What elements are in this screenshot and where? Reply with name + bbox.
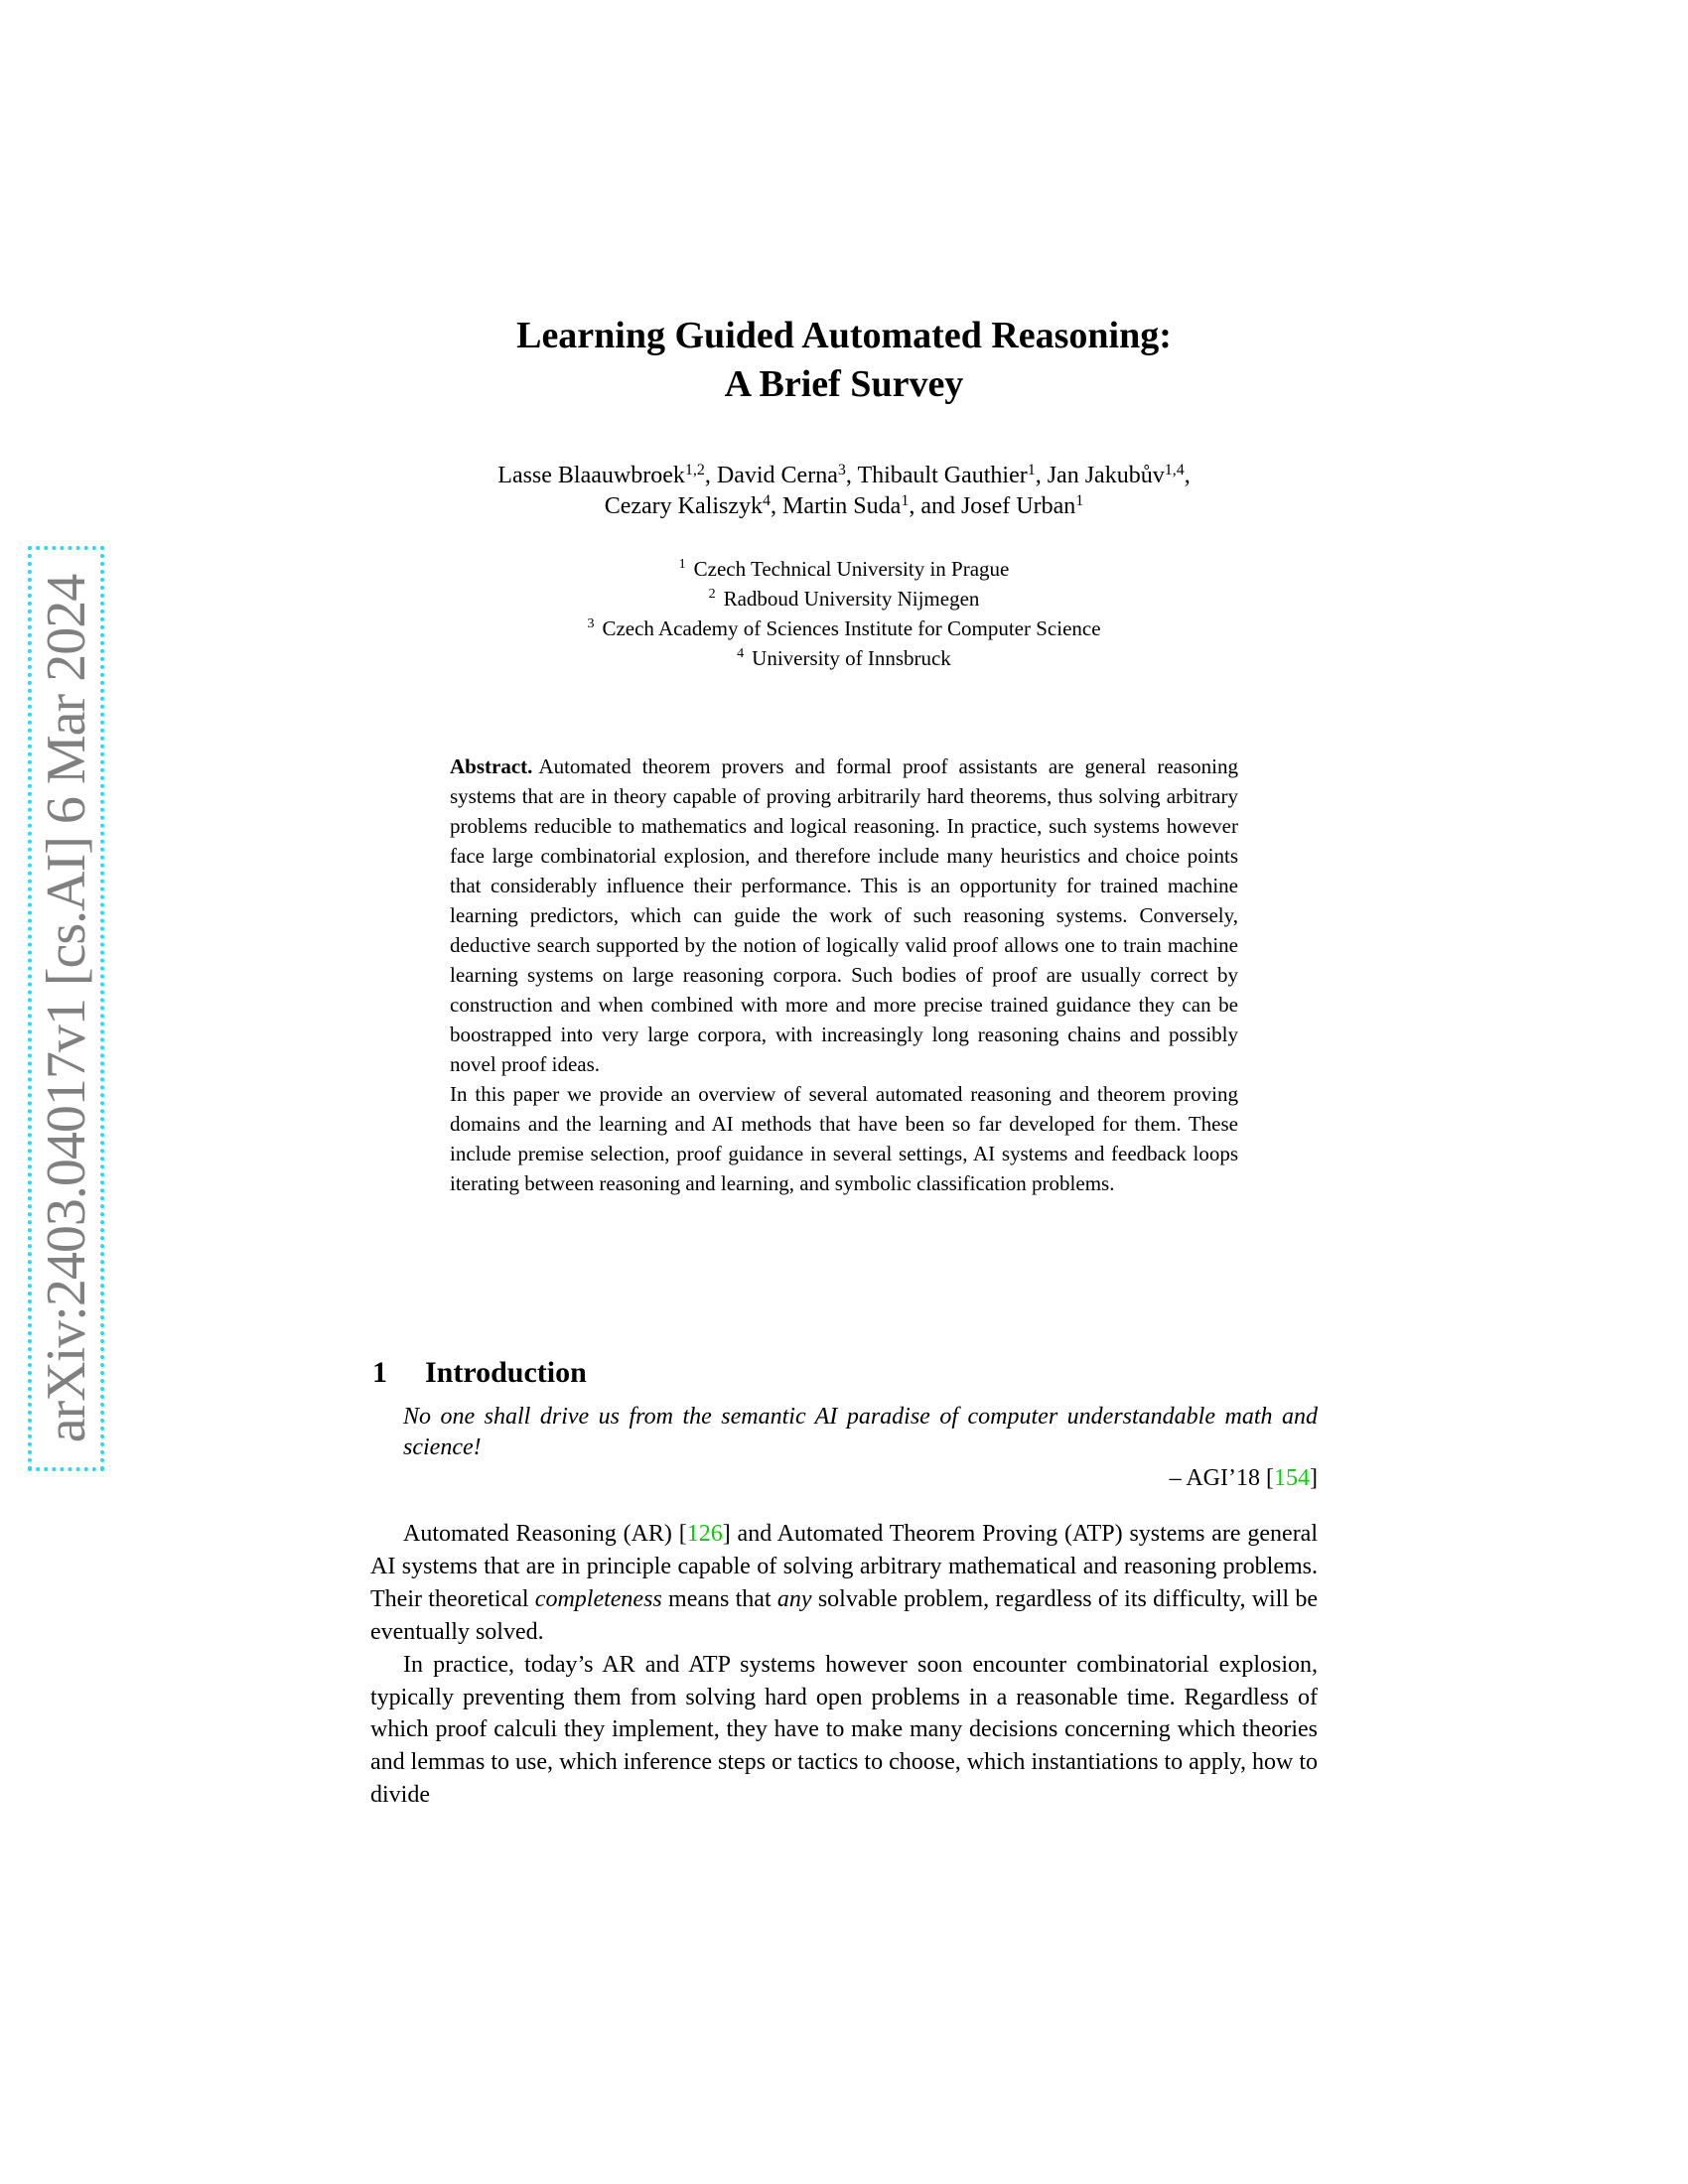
- author-affiliation-marker: 4: [762, 492, 771, 509]
- affiliation-name: University of Innsbruck: [752, 646, 951, 670]
- section-title: Introduction: [425, 1356, 587, 1389]
- affiliation-item: [0, 584, 1688, 614]
- emphasis-completeness: completeness: [534, 1585, 662, 1612]
- affiliation-name: Radboud University Nijmegen: [723, 587, 980, 611]
- arxiv-identifier-text: arXiv:2403.04017v1 [cs.AI] 6 Mar 2024: [35, 574, 97, 1443]
- affiliation-number: 2: [708, 587, 716, 602]
- author-affiliation-marker: 1,2: [684, 462, 705, 478]
- body-paragraph-1: [370, 1518, 1318, 1649]
- body-text-segment: means that: [661, 1585, 777, 1612]
- arxiv-identifier-stamp: [28, 546, 104, 1471]
- author-list: [0, 461, 1688, 522]
- author-name: Josef Urban: [960, 493, 1076, 519]
- emphasis-any: any: [776, 1585, 812, 1612]
- affiliation-number: 3: [587, 616, 595, 631]
- introduction-body: [370, 1518, 1318, 1812]
- author-separator: ,: [845, 463, 858, 488]
- abstract-label: Abstract.: [450, 754, 533, 778]
- body-text-segment: solvable problem, regardless of its difficulty, will be eventually solved.: [370, 1585, 1318, 1645]
- title-line-2: A Brief Survey: [724, 363, 964, 405]
- author-name: Cezary Kaliszyk: [604, 493, 763, 519]
- paper-title: [0, 312, 1688, 409]
- affiliation-list: [0, 554, 1688, 673]
- affiliation-number: 1: [678, 557, 686, 572]
- bracket-close: ]: [1310, 1465, 1318, 1491]
- affiliation-item: [0, 554, 1688, 584]
- affiliation-item: [0, 643, 1688, 673]
- author-name: Thibault Gauthier: [857, 463, 1028, 488]
- affiliation-name: Czech Academy of Sciences Institute for Computer Science: [602, 616, 1101, 640]
- author-affiliation-marker: 1,4: [1164, 462, 1185, 478]
- epigraph-quote: No one shall drive us from the semantic AI paradise of computer understandable math and science!: [403, 1404, 1318, 1460]
- author-name: Lasse Blaauwbroek: [497, 463, 685, 488]
- author-separator: , and: [909, 493, 961, 519]
- abstract: [450, 751, 1238, 1198]
- body-paragraph-2: In practice, today’s AR and ATP systems however soon encounter combinatorial explosion, typically preventing them from solving hard open problems in a reasonable time. Regardless of which proof calculi they implement, they have to make many decisions concerning which theories and lemmas to use, which inference steps or tactics to choose, which instantiations to apply, how to divide: [370, 1651, 1318, 1809]
- epigraph-source-label: – AGI’18 [: [1169, 1465, 1274, 1491]
- author-affiliation-marker: 1: [901, 492, 910, 509]
- author-separator: ,: [704, 463, 717, 488]
- abstract-paragraph-2: In this paper we provide an overview of several automated reasoning and theorem proving domains and the learning and AI methods that have been so far developed for them. These include premise selection, proof guidance in several settings, AI systems and feedback loops iterating between reasoning and learning, and symbolic classification problems.: [450, 1082, 1238, 1195]
- section-number: 1: [372, 1356, 387, 1389]
- author-affiliation-marker: 1: [1075, 492, 1084, 509]
- author-separator: ,: [770, 493, 782, 519]
- author-name: Martin Suda: [781, 493, 902, 519]
- author-name: David Cerna: [716, 463, 838, 488]
- affiliation-number: 4: [737, 646, 745, 661]
- section-heading-introduction: [372, 1356, 587, 1390]
- body-text-segment: Automated Reasoning (AR) [: [403, 1521, 687, 1547]
- author-name: Jan Jakubův: [1047, 463, 1165, 488]
- title-line-1: Learning Guided Automated Reasoning:: [516, 315, 1172, 356]
- citation-link-126[interactable]: 126: [686, 1521, 723, 1547]
- abstract-text: Automated theorem provers and formal proof assistants are general reasoning systems that are in theory capable of proving arbitrarily hard theorems, thus solving arbitrary problems reducible to mathematics and logical reasoning. In practice, such systems however face large combinatorial explosion, and therefore include many heuristics and choice points that considerably influence their performance. This is an opportunity for trained machine learning predictors, which can guide the work of such reasoning systems. Conversely, deductive search supported by the notion of logically valid proof allows one to train machine learning systems on large reasoning corpora. Such bodies of proof are usually correct by construction and when combined with more and more precise trained guidance they can be boostrapped into very large corpora, with increasingly long reasoning chains and possibly novel proof ideas.: [450, 754, 1238, 1076]
- abstract-paragraph-1: [450, 751, 1238, 1079]
- author-affiliation-marker: 1: [1027, 462, 1036, 478]
- affiliation-item: [0, 614, 1688, 643]
- author-separator: ,: [1184, 463, 1191, 488]
- body-text-segment: ] and Automated Theorem Proving (ATP) systems are general AI systems that are in principle capable of solving arbitrary mathematical and reasoning problems. Their theoretical: [370, 1521, 1319, 1612]
- author-affiliation-marker: 3: [837, 462, 846, 478]
- affiliation-name: Czech Technical University in Prague: [693, 557, 1010, 581]
- epigraph-source: [1170, 1463, 1318, 1494]
- citation-link-154[interactable]: 154: [1274, 1465, 1310, 1491]
- author-separator: ,: [1035, 463, 1048, 488]
